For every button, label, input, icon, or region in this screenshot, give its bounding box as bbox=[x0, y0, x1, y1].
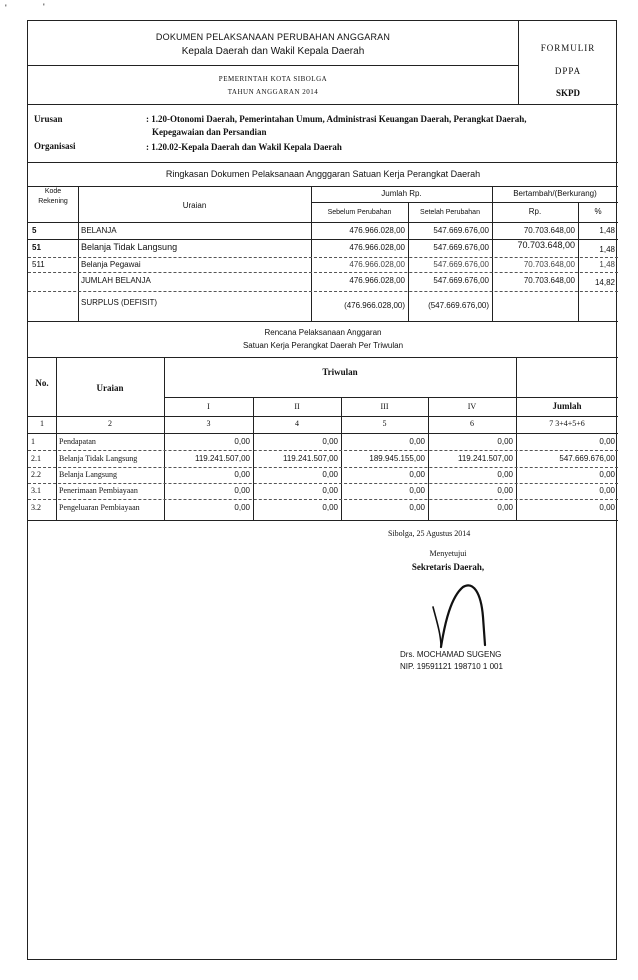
scan-mark-center: ' bbox=[43, 2, 45, 12]
plan-header-q1: I bbox=[207, 402, 210, 411]
form-code-dppa: DPPA bbox=[554, 66, 582, 76]
plan-subtitle: Satuan Kerja Perangkat Daerah Per Triwulan bbox=[242, 341, 404, 350]
plan-index: 3 bbox=[206, 419, 211, 428]
row-sebelum: 476.966.028,00 bbox=[349, 243, 405, 252]
plan-index: 2 bbox=[108, 419, 112, 428]
form-code-skpd: SKPD bbox=[555, 88, 580, 98]
plan-row-q4: 0,00 bbox=[497, 503, 513, 512]
header-sebelum: Sebelum Perubahan bbox=[327, 209, 392, 216]
row-kode: 511 bbox=[32, 260, 45, 269]
row-rp: 70.703.648,00 bbox=[517, 240, 575, 250]
plan-row-jumlah: 547.669.676,00 bbox=[559, 454, 615, 463]
plan-row-jumlah: 0,00 bbox=[599, 470, 615, 479]
row-pct: 1,48 bbox=[599, 260, 615, 269]
header-jumlah: Jumlah Rp. bbox=[381, 189, 422, 198]
plan-row-q1: 0,00 bbox=[234, 503, 250, 512]
plan-row-q2: 119.241.507,00 bbox=[282, 454, 338, 463]
row-setelah: 547.669.676,00 bbox=[433, 226, 489, 235]
plan-header-jumlah: Jumlah bbox=[552, 401, 582, 411]
plan-row-jumlah: 0,00 bbox=[599, 503, 615, 512]
form-label: FORMULIR bbox=[540, 43, 596, 53]
row-setelah: 547.669.676,00 bbox=[433, 260, 489, 269]
row-sebelum: 476.966.028,00 bbox=[349, 276, 405, 285]
surplus-sebelum: (476.966.028,00) bbox=[344, 301, 405, 310]
government-name: PEMERINTAH KOTA SIBOLGA bbox=[218, 75, 328, 83]
plan-row-q2: 0,00 bbox=[322, 470, 338, 479]
header-rekening: Rekening bbox=[38, 198, 68, 205]
row-uraian: Belanja Pegawai bbox=[81, 260, 141, 269]
plan-index: 5 bbox=[382, 419, 387, 428]
plan-row-uraian: Belanja Langsung bbox=[59, 470, 117, 479]
row-setelah: 547.669.676,00 bbox=[433, 243, 489, 252]
sign-name: Drs. MOCHAMAD SUGENG bbox=[400, 650, 502, 659]
doc-subtitle: Kepala Daerah dan Wakil Kepala Daerah bbox=[181, 46, 365, 57]
plan-index: 7 3+4+5+6 bbox=[549, 419, 585, 428]
row-sebelum: 476.966.028,00 bbox=[349, 260, 405, 269]
plan-row-q2: 0,00 bbox=[322, 486, 338, 495]
sign-place-date: Sibolga, 25 Agustus 2014 bbox=[388, 529, 471, 538]
plan-row-uraian: Pengeluaran Pembiayaan bbox=[59, 503, 140, 512]
sign-nip: NIP. 19591121 198710 1 001 bbox=[400, 662, 503, 671]
header-kode: Kode bbox=[44, 188, 62, 195]
plan-row-q3: 0,00 bbox=[409, 437, 425, 446]
row-uraian: JUMLAH BELANJA bbox=[81, 276, 151, 285]
plan-row-q1: 0,00 bbox=[234, 470, 250, 479]
sign-role: Sekretaris Daerah, bbox=[411, 562, 485, 572]
header-setelah: Setelah Perubahan bbox=[420, 209, 480, 216]
scan-mark-left: ' bbox=[5, 3, 7, 13]
row-kode: 5 bbox=[32, 226, 37, 235]
handwritten-signature bbox=[423, 577, 498, 657]
plan-row-q4: 0,00 bbox=[497, 437, 513, 446]
plan-row-no: 3.2 bbox=[31, 503, 41, 512]
plan-row-q4: 0,00 bbox=[497, 470, 513, 479]
plan-index: 1 bbox=[40, 419, 44, 428]
header-pct: % bbox=[594, 207, 602, 216]
row-pct: 14,82 bbox=[594, 278, 615, 287]
plan-row-no: 2.2 bbox=[31, 470, 41, 479]
plan-row-q2: 0,00 bbox=[322, 503, 338, 512]
row-rp: 70.703.648,00 bbox=[523, 276, 575, 285]
budget-year: TAHUN ANGGARAN 2014 bbox=[227, 88, 319, 96]
row-rp: 70.703.648,00 bbox=[523, 260, 575, 269]
plan-row-no: 3.1 bbox=[31, 486, 41, 495]
row-kode: 51 bbox=[32, 243, 41, 252]
plan-row-jumlah: 0,00 bbox=[599, 437, 615, 446]
row-pct: 1,48 bbox=[599, 226, 615, 235]
row-rp: 70.703.648,00 bbox=[523, 226, 575, 235]
organisasi-value: : 1.20.02-Kepala Daerah dan Wakil Kepala Daerah bbox=[146, 142, 342, 152]
organisasi-label: Organisasi bbox=[34, 141, 76, 151]
plan-title: Rencana Pelaksanaan Anggaran bbox=[264, 328, 382, 337]
header-uraian: Uraian bbox=[182, 201, 207, 210]
plan-row-uraian: Penerimaan Pembiayaan bbox=[59, 486, 138, 495]
plan-header-q4: IV bbox=[467, 402, 477, 411]
plan-row-no: 2.1 bbox=[31, 454, 41, 463]
surplus-setelah: (547.669.676,00) bbox=[428, 301, 489, 310]
urusan-value: : 1.20-Otonomi Daerah, Pemerintahan Umum, Administrasi Keuangan Daerah, Perangkat Daerah, bbox=[146, 114, 527, 124]
header-rp: Rp. bbox=[528, 207, 542, 216]
sign-approve: Menyetujui bbox=[429, 549, 467, 558]
plan-header-q3: III bbox=[380, 402, 389, 411]
plan-header-q2: II bbox=[294, 402, 300, 411]
plan-row-q3: 0,00 bbox=[409, 486, 425, 495]
plan-row-no: 1 bbox=[31, 437, 35, 446]
plan-row-q1: 0,00 bbox=[234, 486, 250, 495]
plan-row-q4: 0,00 bbox=[497, 486, 513, 495]
plan-row-q1: 119.241.507,00 bbox=[194, 454, 250, 463]
plan-row-uraian: Belanja Tidak Langsung bbox=[59, 454, 138, 463]
plan-header-no: No. bbox=[35, 378, 49, 388]
summary-title: Ringkasan Dokumen Pelaksanaan Angggaran Satuan Kerja Perangkat Daerah bbox=[165, 169, 481, 179]
plan-row-q1: 0,00 bbox=[234, 437, 250, 446]
plan-row-jumlah: 0,00 bbox=[599, 486, 615, 495]
plan-index: 4 bbox=[295, 419, 299, 428]
row-setelah: 547.669.676,00 bbox=[433, 276, 489, 285]
row-uraian: Belanja Tidak Langsung bbox=[81, 242, 178, 252]
row-uraian: BELANJA bbox=[81, 226, 117, 235]
plan-row-q4: 119.241.507,00 bbox=[457, 454, 513, 463]
urusan-label: Urusan bbox=[34, 114, 63, 124]
plan-header-triwulan: Triwulan bbox=[322, 367, 358, 377]
row-pct: 1,48 bbox=[599, 245, 615, 254]
plan-row-q3: 0,00 bbox=[409, 503, 425, 512]
header-bertambah: Bertambah/(Berkurang) bbox=[513, 189, 597, 198]
row-sebelum: 476.966.028,00 bbox=[349, 226, 405, 235]
plan-index: 6 bbox=[470, 419, 474, 428]
plan-row-q3: 189.945.155,00 bbox=[369, 454, 425, 463]
doc-title: DOKUMEN PELAKSANAAN PERUBAHAN ANGGARAN bbox=[155, 32, 391, 42]
urusan-value-cont: Kepegawaian dan Persandian bbox=[152, 127, 267, 137]
plan-row-uraian: Pendapatan bbox=[59, 437, 96, 446]
plan-header-uraian: Uraian bbox=[96, 383, 124, 393]
document-frame bbox=[27, 20, 617, 960]
plan-row-q3: 0,00 bbox=[409, 470, 425, 479]
surplus-label: SURPLUS (DEFISIT) bbox=[81, 298, 158, 307]
plan-row-q2: 0,00 bbox=[322, 437, 338, 446]
